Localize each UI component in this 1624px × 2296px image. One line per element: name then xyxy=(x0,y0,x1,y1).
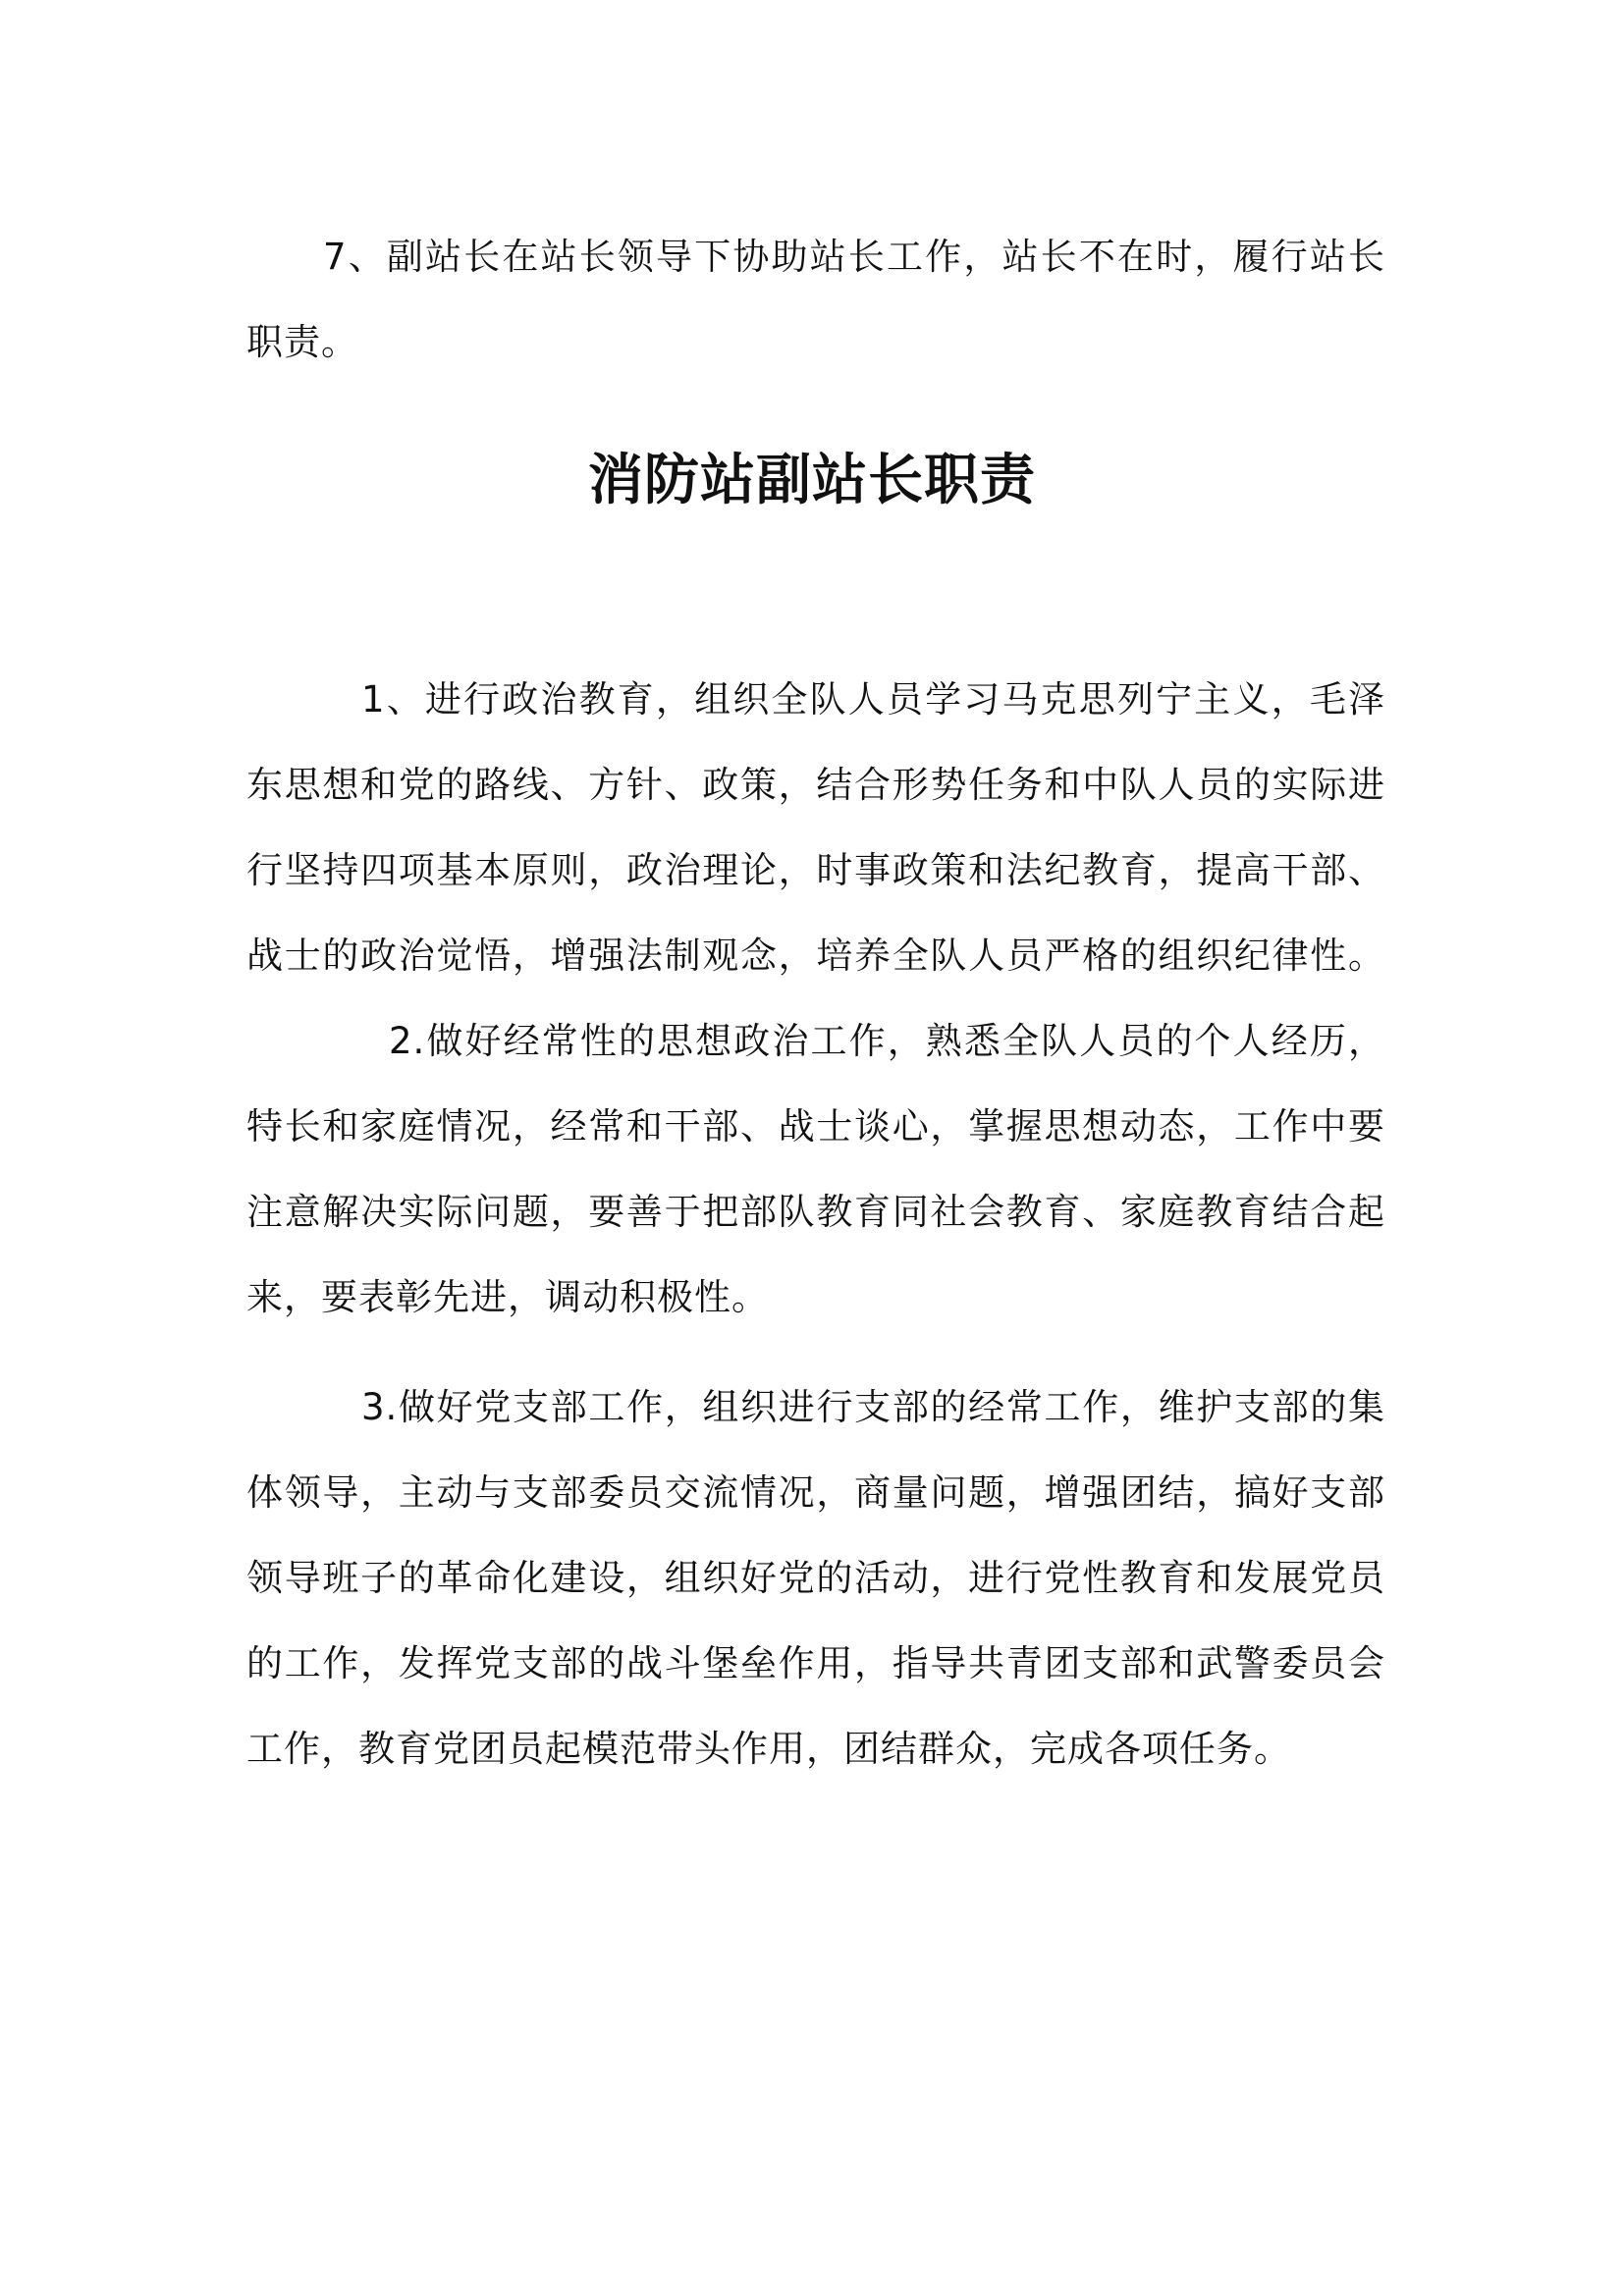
paragraph-item-7: 7、副站长在站长领导下协助站长工作，站长不在时，履行站长职责。 xyxy=(246,236,1385,363)
paragraph-item-2: 2.做好经常性的思想政治工作，熟悉全队人员的个人经历，特长和家庭情况，经常和干部、战士谈心，掌握思想动态，工作中要注意解决实际问题，要善于把部队教育同社会教育、家庭教育结合起来，要表彰先进，调动积极性。 xyxy=(246,1020,1385,1318)
paragraph-item-3: 3.做好党支部工作，组织进行支部的经常工作，维护支部的集体领导，主动与支部委员交流情况，商量问题，增强团结，搞好支部领导班子的革命化建设，组织好党的活动，进行党性教育和发展党员的工作，发挥党支部的战斗堡垒作用，指导共青团支部和武警委员会工作，教育党团员起模范带头作用，团结群众，完成各项任务。 xyxy=(246,1386,1385,1770)
document-title: 消防站副站长职责 xyxy=(588,449,1036,512)
paragraph-item-1: 1、进行政治教育，组织全队人员学习马克思列宁主义，毛泽东思想和党的路线、方针、政策，结合形势任务和中队人员的实际进行坚持四项基本原则，政治理论，时事政策和法纪教育，提高干部、战士的政治觉悟，增强法制观念，培养全队人员严格的组织纪律性。 xyxy=(246,678,1385,977)
paragraph-items-1-2 xyxy=(246,657,1385,1340)
